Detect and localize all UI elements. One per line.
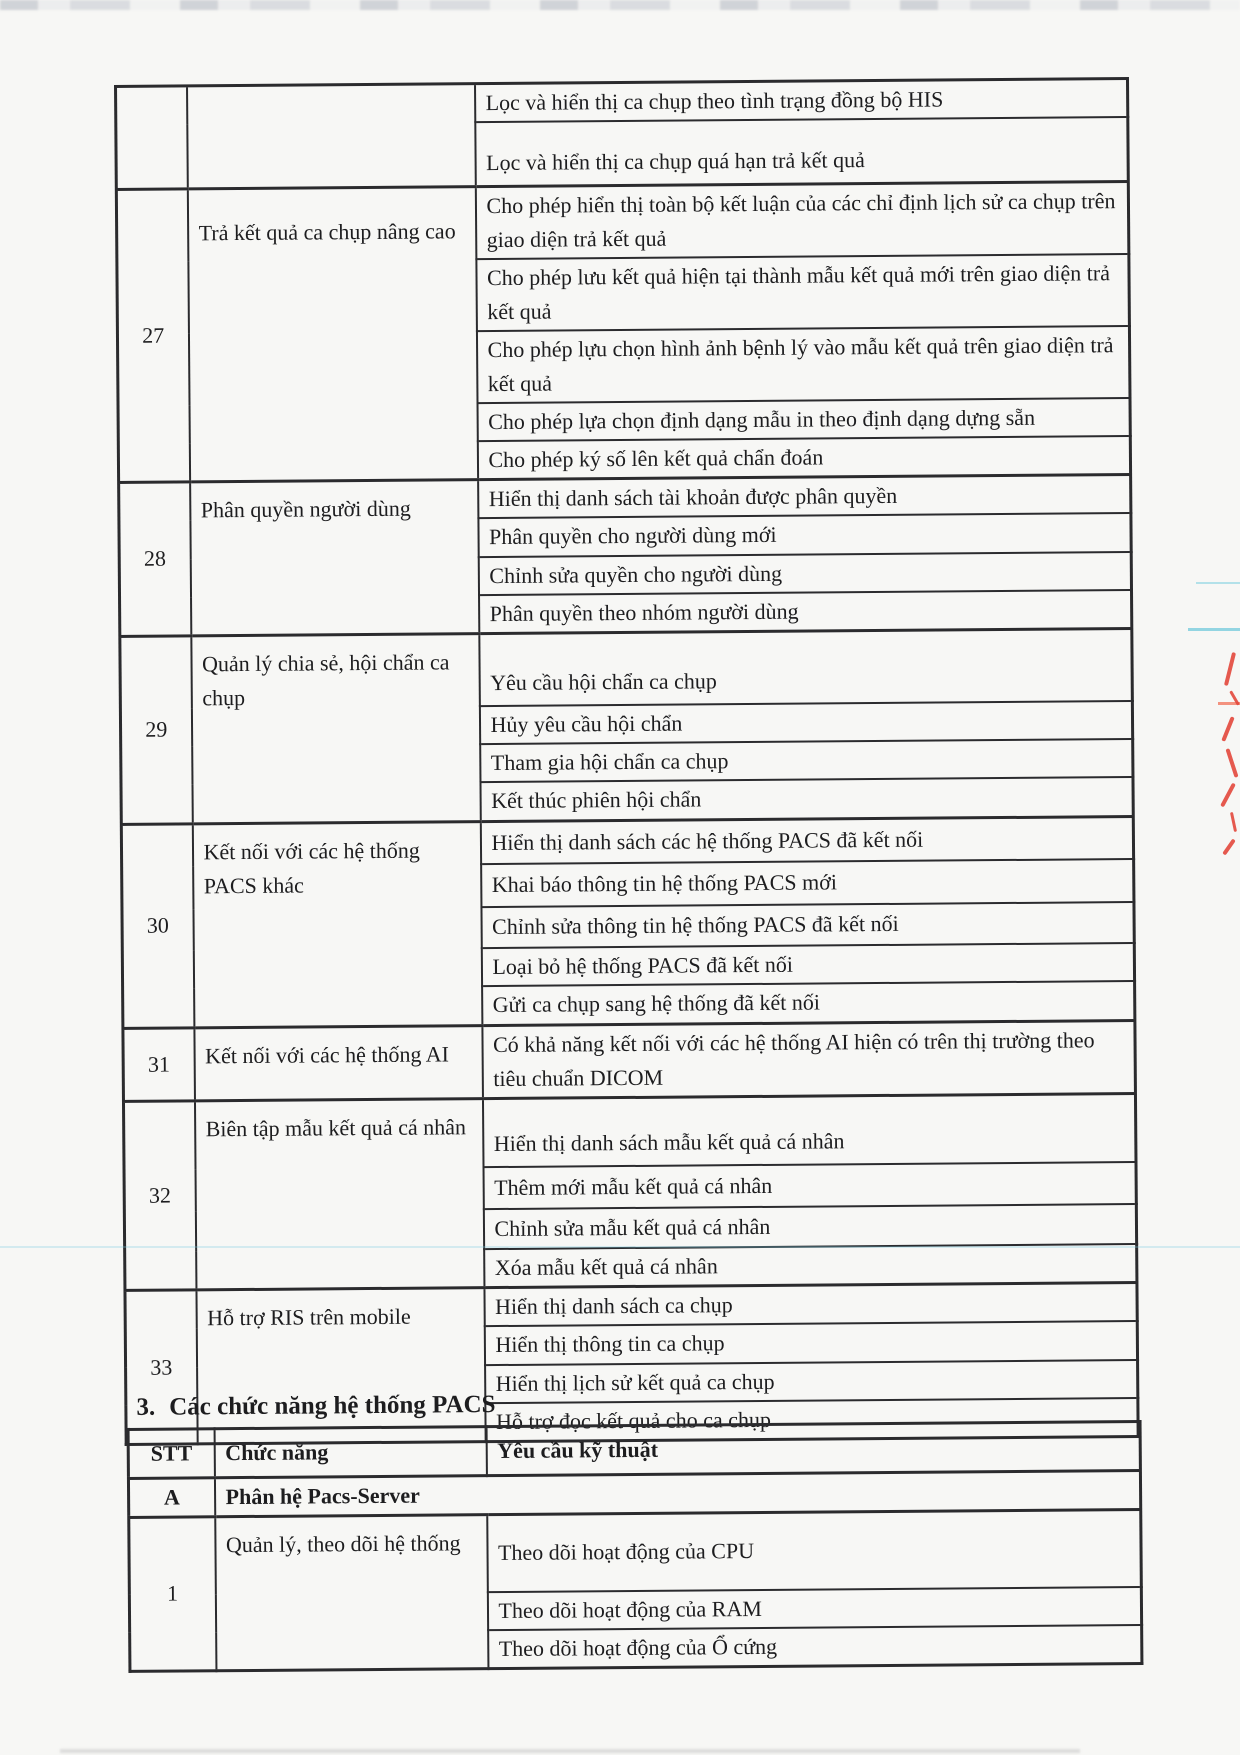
table-header-cell: Chức năng (214, 1427, 486, 1478)
table-row (120, 628, 1133, 709)
pacs-functions-table (127, 1420, 1144, 1673)
requirement-cell: Hiển thị danh sách mẫu kết quả cá nhân (482, 1093, 1136, 1167)
requirement-cell: Theo dõi hoạt động của RAM (487, 1587, 1141, 1630)
requirement-cell: Hiển thị danh sách tài khoản được phân quyền (478, 475, 1131, 519)
function-cell: Phân quyền người dùng (190, 480, 479, 636)
scan-artifact-bottom-edge (60, 1749, 1080, 1753)
scanner-streak-cyan (1196, 582, 1240, 584)
red-pen-margin-mark (1222, 838, 1236, 855)
stt-cell: 31 (123, 1027, 195, 1101)
function-cell: Kết nối với các hệ thống AI (194, 1025, 483, 1100)
stt-cell: 1 (129, 1517, 216, 1671)
table-row (123, 1020, 1136, 1101)
requirement-cell: Theo dõi hoạt động của CPU (487, 1510, 1142, 1592)
scanner-streak-cyan (1188, 628, 1240, 631)
table-header-row (128, 1421, 1140, 1478)
function-cell: Hỗ trợ RIS trên mobile (196, 1288, 485, 1444)
requirement-cell: Cho phép hiển thị toàn bộ kết luận của các chỉ định lịch sử ca chụp trên giao diện trả kết quả (475, 181, 1129, 259)
red-pen-margin-mark (1230, 812, 1237, 832)
requirement-cell: Chỉnh sửa thông tin hệ thống PACS đã kết nối (481, 902, 1134, 948)
function-cell (187, 84, 476, 189)
requirement-cell: Yêu cầu hội chẩn ca chụp (479, 628, 1133, 706)
table-row (123, 1093, 1136, 1170)
requirement-cell: Hiển thị lịch sử kết quả ca chụp (485, 1360, 1138, 1403)
function-cell: Biên tập mẫu kết quả cá nhân (194, 1098, 483, 1290)
requirement-cell: Hiển thị thông tin ca chụp (484, 1321, 1137, 1364)
stt-cell: 28 (119, 482, 191, 636)
section-heading-text: Các chức năng hệ thống PACS (169, 1391, 496, 1421)
function-requirements-table (114, 77, 1140, 1446)
requirement-cell: Gửi ca chụp sang hệ thống đã kết nối (482, 981, 1135, 1025)
requirement-cell: Có khả năng kết nối với các hệ thống AI hiện có trên thị trường theo tiêu chuẩn DICOM (482, 1020, 1136, 1098)
stt-cell: 33 (125, 1290, 197, 1444)
requirement-cell: Lọc và hiển thị ca chụp quá hạn trả kết quả (475, 117, 1128, 186)
requirement-cell: Cho phép lựa chọn định dạng mẫu in theo định dạng dựng sẵn (477, 398, 1130, 441)
requirement-cell: Xóa mẫu kết quả cá nhân (484, 1244, 1137, 1288)
stt-cell: 29 (120, 636, 192, 824)
scan-artifact-top-edge (0, 0, 1240, 10)
stt-cell (116, 86, 188, 189)
red-pen-margin-mark (1220, 783, 1236, 808)
red-pen-margin-mark (1225, 748, 1238, 778)
requirement-cell: Hiển thị danh sách các hệ thống PACS đã kết nối (480, 816, 1133, 864)
requirement-cell: Cho phép lựu chọn hình ảnh bệnh lý vào mẫu kết quả trên giao diện trả kết quả (476, 326, 1130, 403)
requirement-cell: Khai báo thông tin hệ thống PACS mới (481, 859, 1134, 907)
table-row (129, 1510, 1142, 1595)
section-label-cell: Phân hệ Pacs-Server (214, 1471, 1140, 1517)
requirement-cell: Lọc và hiển thị ca chụp theo tình trạng đồng bộ HIS (475, 79, 1128, 123)
requirement-cell: Theo dõi hoạt động của Ổ cứng (488, 1625, 1142, 1669)
stt-cell: 32 (123, 1101, 195, 1291)
table-row (116, 181, 1129, 262)
requirement-cell: Chỉnh sửa quyền cho người dùng (478, 552, 1131, 595)
section-heading (136, 1391, 495, 1422)
function-cell: Quản lý, theo dõi hệ thống (215, 1515, 488, 1671)
requirement-cell: Hiển thị danh sách ca chụp (484, 1283, 1137, 1327)
stt-cell: 27 (116, 189, 189, 483)
red-pen-margin-mark (1224, 652, 1236, 686)
function-cell: Trả kết quả ca chụp nâng cao (187, 186, 477, 482)
stt-cell: 30 (121, 823, 194, 1028)
requirement-cell: Kết thúc phiên hội chẩn (480, 777, 1133, 821)
table-header-cell: STT (128, 1429, 214, 1479)
function-cell: Quản lý chia sẻ, hội chẩn ca chụp (191, 633, 480, 823)
table-header-cell: Yêu cầu kỹ thuật (486, 1421, 1140, 1475)
requirement-cell: Thêm mới mẫu kết quả cá nhân (483, 1162, 1136, 1209)
stt-cell: A (128, 1478, 214, 1518)
requirement-cell: Chỉnh sửa mẫu kết quả cá nhân (483, 1204, 1136, 1249)
function-cell: Kết nối với các hệ thống PACS khác (192, 821, 482, 1027)
requirement-cell: Cho phép lưu kết quả hiện tại thành mẫu kết quả mới trên giao diện trả kết quả (476, 254, 1130, 331)
requirement-cell: Hủy yêu cầu hội chẩn (479, 701, 1132, 744)
section-heading-number: 3. (136, 1393, 156, 1421)
requirement-cell: Tham gia hội chẩn ca chụp (480, 739, 1133, 782)
requirement-cell: Hỗ trợ đọc kết quả cho ca chụp (485, 1398, 1138, 1442)
scanner-streak-cyan-full (0, 1246, 1240, 1248)
requirement-cell: Cho phép ký số lên kết quả chẩn đoán (477, 436, 1130, 480)
requirement-cell: Phân quyền theo nhóm người dùng (479, 590, 1132, 634)
requirement-cell: Phân quyền cho người dùng mới (478, 513, 1131, 556)
red-pen-margin-mark (1221, 716, 1234, 742)
requirement-cell: Loại bỏ hệ thống PACS đã kết nối (481, 943, 1134, 986)
